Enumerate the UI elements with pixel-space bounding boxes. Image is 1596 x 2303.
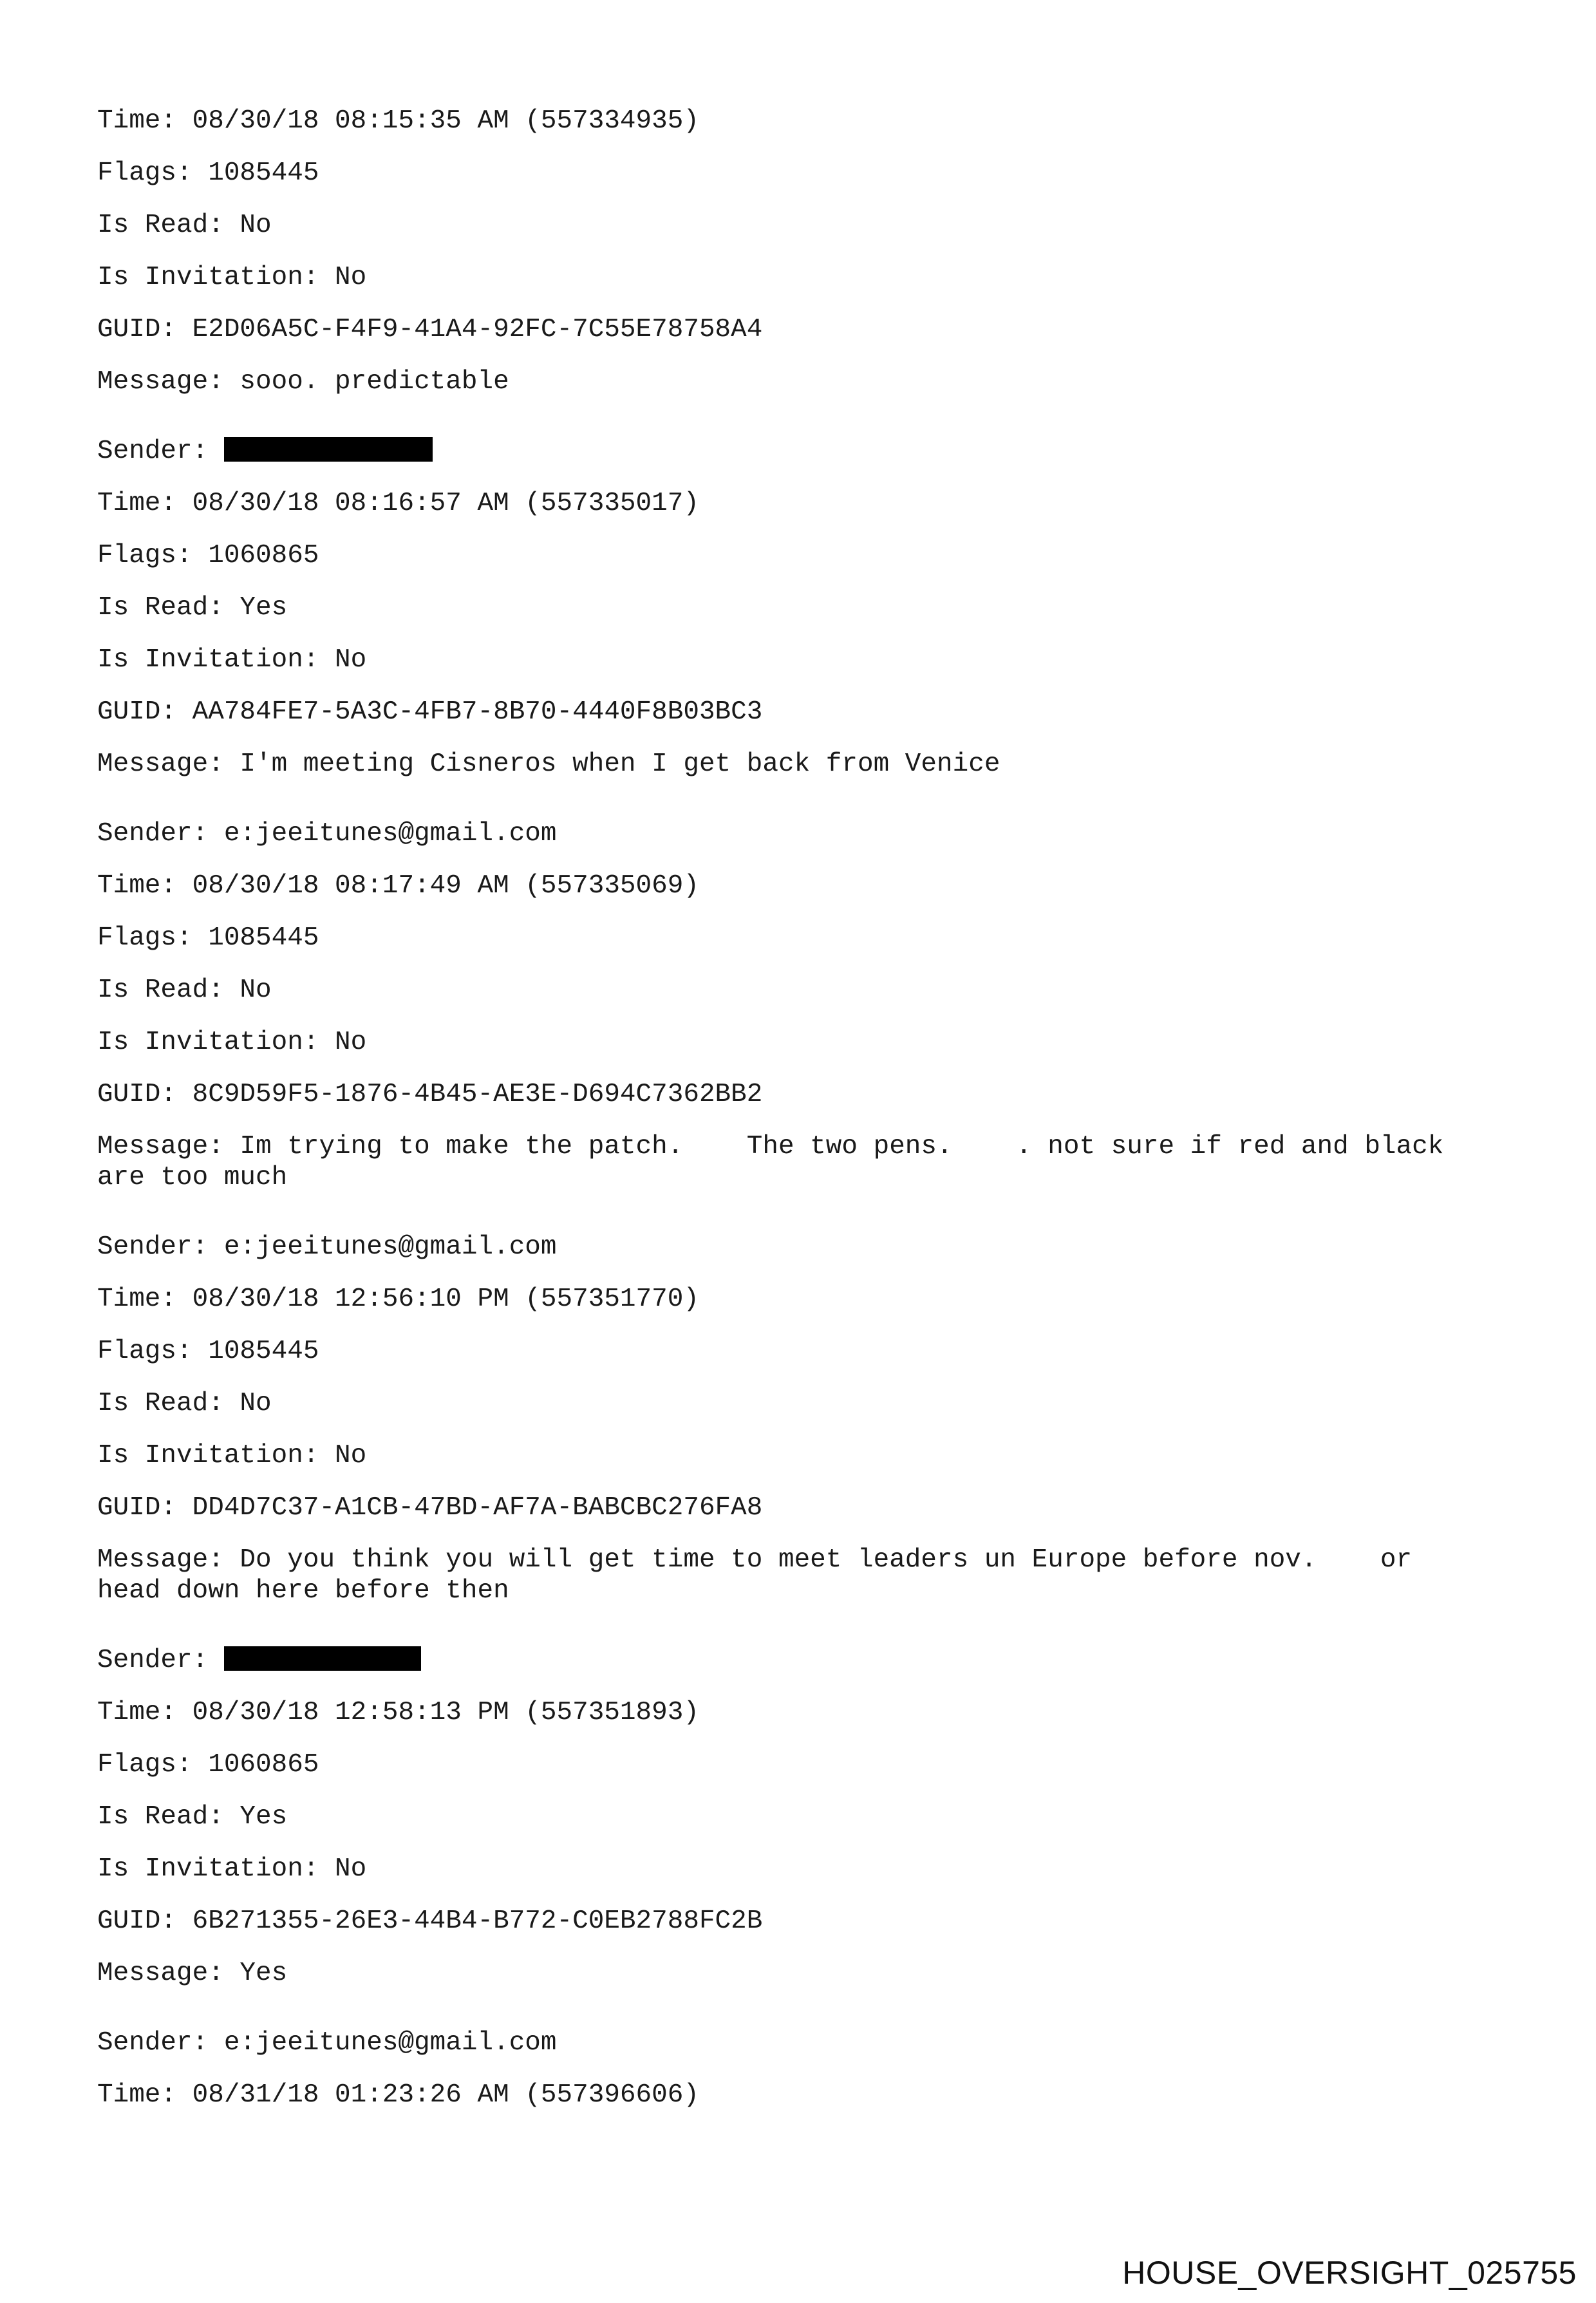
- sender-label: Sender:: [97, 437, 224, 466]
- is-invitation-field: Is Invitation: No: [97, 645, 367, 675]
- message-field: Message: Yes: [97, 1959, 288, 1988]
- guid-field: GUID: DD4D7C37-A1CB-47BD-AF7A-BABCBC276FA8: [97, 1493, 763, 1523]
- sender-field: Sender: e:jeeitunes@gmail.com: [97, 1232, 557, 1262]
- message-field: Message: sooo. predictable: [97, 367, 509, 397]
- time-field: Time: 08/30/18 08:15:35 AM (557334935): [97, 106, 699, 136]
- bates-number: HOUSE_OVERSIGHT_025755: [1122, 2255, 1577, 2291]
- flags-field: Flags: 1085445: [97, 1337, 319, 1366]
- guid-field: GUID: 8C9D59F5-1876-4B45-AE3E-D694C7362BB2: [97, 1080, 763, 1109]
- time-field: Time: 08/31/18 01:23:26 AM (557396606): [97, 2080, 699, 2110]
- message-field: Message: Do you think you will get time to meet leaders un Europe before nov. or head down here before then: [97, 1545, 1413, 1606]
- guid-field: GUID: E2D06A5C-F4F9-41A4-92FC-7C55E78758A4: [97, 315, 763, 344]
- time-field: Time: 08/30/18 12:58:13 PM (557351893): [97, 1698, 699, 1727]
- message-record: [97, 816, 1501, 1193]
- message-field: Message: Im trying to make the patch. The two pens. . not sure if red and black are too much: [97, 1132, 1444, 1192]
- time-field: Time: 08/30/18 08:16:57 AM (557335017): [97, 489, 699, 518]
- is-read-field: Is Read: Yes: [97, 593, 288, 623]
- message-record: [97, 103, 1501, 397]
- time-field: Time: 08/30/18 12:56:10 PM (557351770): [97, 1284, 699, 1314]
- is-invitation-field: Is Invitation: No: [97, 1028, 367, 1057]
- sender-field: Sender: e:jeeitunes@gmail.com: [97, 819, 557, 849]
- is-read-field: Is Read: No: [97, 211, 272, 240]
- is-invitation-field: Is Invitation: No: [97, 263, 367, 292]
- is-read-field: Is Read: Yes: [97, 1802, 288, 1832]
- time-field: Time: 08/30/18 08:17:49 AM (557335069): [97, 871, 699, 901]
- is-invitation-field: Is Invitation: No: [97, 1441, 367, 1471]
- is-read-field: Is Read: No: [97, 1389, 272, 1418]
- redaction-block: [224, 437, 433, 462]
- is-invitation-field: Is Invitation: No: [97, 1854, 367, 1884]
- flags-field: Flags: 1060865: [97, 541, 319, 570]
- redaction-block: [224, 1646, 421, 1671]
- sender-field: Sender: e:jeeitunes@gmail.com: [97, 2028, 557, 2058]
- guid-field: GUID: AA784FE7-5A3C-4FB7-8B70-4440F8B03BC3: [97, 697, 763, 727]
- message-log: [97, 103, 1501, 2129]
- sender-label: Sender:: [97, 1646, 224, 1675]
- flags-field: Flags: 1085445: [97, 158, 319, 188]
- message-record: [97, 1642, 1501, 1989]
- guid-field: GUID: 6B271355-26E3-44B4-B772-C0EB2788FC2B: [97, 1906, 763, 1936]
- sender-field: [97, 433, 1501, 485]
- sender-field: [97, 1642, 1501, 1695]
- message-field: Message: I'm meeting Cisneros when I get back from Venice: [97, 749, 1000, 779]
- message-record: [97, 433, 1501, 780]
- message-record: [97, 2025, 1501, 2129]
- flags-field: Flags: 1085445: [97, 923, 319, 953]
- message-record: [97, 1229, 1501, 1606]
- is-read-field: Is Read: No: [97, 975, 272, 1005]
- flags-field: Flags: 1060865: [97, 1750, 319, 1780]
